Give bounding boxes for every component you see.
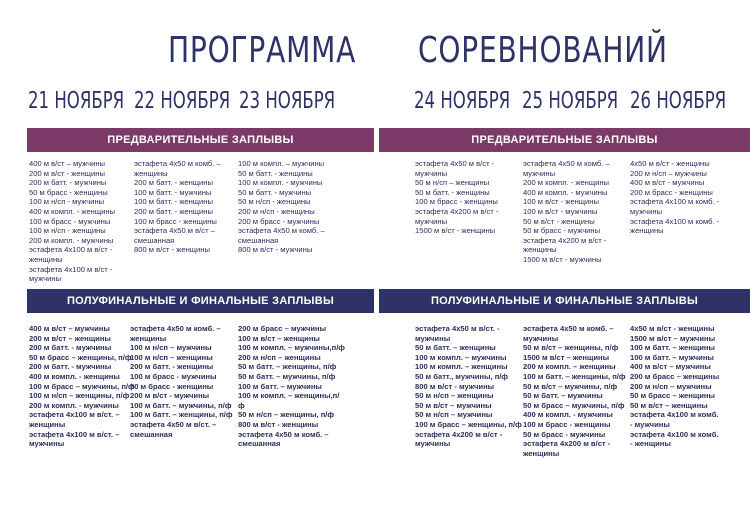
day-header-1: 21 НОЯБРЯ (28, 88, 125, 114)
event-item: эстафета 4х50 м в/ст - мужчины (415, 159, 495, 178)
event-item: 50 м в/ст – мужчины (415, 400, 492, 410)
event-item: 1500 м в/ст - женщины (415, 226, 496, 236)
event-item: 1500 м в/ст – мужчины (630, 333, 716, 343)
prelim-bar-left: ПРЕДВАРИТЕЛЬНЫЕ ЗАПЛЫВЫ (27, 128, 374, 152)
event-item: 100 м батт. - женщины (134, 197, 213, 207)
event-item: 4х50 м в/ст - женщины (630, 159, 710, 168)
event-item: 100 м батт. - мужчины (134, 187, 212, 197)
event-item: 100 м компл. – женщины,п/ф (238, 391, 340, 410)
event-item: 200 м батт. - мужчины (29, 362, 112, 372)
event-item: 200 м батт. - мужчины (29, 178, 107, 188)
event-item: эстафета 4х100 м комб. - мужчины (630, 410, 719, 429)
event-item: 50 м батт., мужчины, п/ф (415, 371, 509, 381)
day-header-5: 25 НОЯБРЯ (522, 88, 619, 114)
event-item: 100 м брасс - женщины (134, 216, 217, 226)
final-col-4 (415, 324, 523, 449)
event-item: эстафета 4х200 м в/ст - женщины (523, 235, 607, 255)
event-item: эстафета 4х50 м в/ст. – смешанная (130, 419, 217, 439)
title-left: ПРОГРАММА (168, 30, 357, 71)
event-item: 800 м в/ст - женщины (134, 245, 210, 255)
event-item: 200 м компл. – женщины (523, 362, 616, 372)
event-item: 100 м компл. – женщины (415, 362, 508, 372)
title-right: СОРЕВНОВАНИЙ (418, 30, 668, 71)
event-item: 400 м компл. - женщины (29, 206, 116, 216)
event-item: эстафета 4х100 м в/ст. – мужчины (29, 429, 120, 449)
event-item: 200 м брасс – мужчины (238, 324, 327, 333)
event-item: 400 м в/ст - мужчины (630, 178, 705, 188)
event-item: 200 м батт. - женщины (130, 362, 214, 372)
final-col-2 (130, 324, 238, 439)
event-item: 50 м н/сп – женщины (415, 178, 490, 188)
event-item: 50 м брасс - женщины (29, 187, 108, 197)
event-item: 200 м в/ст - женщины (29, 168, 105, 178)
final-col-6 (630, 324, 738, 449)
event-item: 50 м батт. – мужчины (523, 391, 603, 401)
prelim-col-4 (415, 159, 523, 236)
event-item: эстафета 4х100 м в/ст - мужчины (29, 264, 113, 284)
event-item: 50 м батт. – женщины, п/ф (238, 362, 337, 372)
event-item: 1500 м в/ст – женщины (523, 352, 610, 362)
event-item: 400 м компл. - женщины (29, 371, 120, 381)
event-item: 100 м брасс - мужчины (29, 216, 111, 226)
event-item: 200 м компл. - мужчины (29, 400, 119, 410)
event-item: 200 м н/сп – женщины (238, 352, 321, 362)
event-item: эстафета 4х100 м комб. - женщины (630, 216, 720, 236)
event-item: 50 м батт. - женщины (415, 187, 490, 197)
event-item: эстафета 4х100 м в/ст. – женщины (29, 410, 120, 429)
event-item: 100 м в/ст - женщины (523, 197, 599, 207)
event-item: 400 м компл. - мужчины (523, 410, 613, 420)
event-item: 100 м батт. – мужчины (238, 381, 322, 391)
event-item: 4х50 м в/ст - женщины (630, 324, 715, 333)
day-header-4: 24 НОЯБРЯ (414, 88, 511, 114)
event-item: 200 м в/ст – женщины (29, 333, 111, 343)
event-item: 400 м компл. - мужчины (523, 187, 608, 197)
prelim-col-5 (523, 159, 631, 265)
day-header-3: 23 НОЯБРЯ (239, 88, 336, 114)
event-item: 100 м батт. – мужчины (630, 352, 714, 362)
day-header-2: 22 НОЯБРЯ (134, 88, 231, 114)
event-item: 200 м компл. - женщины (523, 178, 610, 188)
event-item: 50 м н/сп - женщины (238, 197, 311, 207)
event-item: 100 м компл. – мужчины (238, 159, 325, 168)
event-item: 50 м н/сп – женщины (415, 391, 494, 401)
day-header-6: 26 НОЯБРЯ (630, 88, 727, 114)
event-item: 50 м батт. - мужчины (238, 187, 312, 197)
prelim-bar-right: ПРЕДВАРИТЕЛЬНЫЕ ЗАПЛЫВЫ (379, 128, 750, 152)
event-item: 50 м в/ст – мужчины, п/ф (523, 381, 618, 391)
event-item: эстафета 4х50 м комб. – смешанная (238, 429, 329, 449)
event-item: 400 м в/ст – мужчины (29, 159, 106, 168)
event-item: 100 м брасс - мужчины (130, 371, 217, 381)
prelim-col-1 (29, 159, 137, 284)
final-col-5 (523, 324, 631, 458)
event-item: 100 м н/сп - мужчины (29, 197, 105, 207)
event-item: эстафета 4х50 м комб. – женщины (130, 324, 221, 343)
event-item: 200 м компл. - мужчины (29, 235, 114, 245)
event-item: эстафета 4х100 м комб. - женщины (630, 429, 719, 449)
event-item: 1500 м в/ст - мужчины (523, 254, 602, 264)
event-item: эстафета 4х50 м комб. – мужчины (523, 159, 610, 178)
event-item: 100 м батт. – мужчины, п/ф (130, 400, 232, 410)
event-item: 200 м н/сп – мужчины (630, 168, 707, 178)
event-item: 100 м батт. – женщины, п/ф (130, 410, 233, 420)
final-col-3 (238, 324, 346, 449)
event-item: эстафета 4х100 м комб. - мужчины (630, 197, 720, 216)
event-item: 100 м в/ст - мужчины (523, 206, 598, 216)
event-item: 50 м н/сп – женщины, п/ф (238, 410, 335, 420)
event-item: эстафета 4х200 м в/ст - мужчины (415, 429, 503, 449)
event-item: 50 м н/сп – мужчины (415, 410, 493, 420)
prelim-col-6 (630, 159, 738, 236)
event-item: 200 м батт. - мужчины (29, 343, 112, 353)
prelim-col-2 (134, 159, 242, 255)
event-item: 100 м н/сп – женщины, п/ф (29, 391, 130, 401)
event-item: 50 м батт. – женщины (415, 343, 496, 353)
event-item: 50 м брасс - мужчины (523, 226, 601, 236)
event-item: эстафета 4х200 м в/ст - мужчины (415, 206, 499, 226)
event-item: 50 м брасс – женщины, п/ф (29, 352, 132, 362)
event-item: эстафета 4х50 м в/ст – смешанная (134, 226, 215, 245)
final-bar-right: ПОЛУФИНАЛЬНЫЕ И ФИНАЛЬНЫЕ ЗАПЛЫВЫ (379, 289, 750, 313)
event-item: 100 м брасс - женщины (523, 419, 611, 429)
event-item: 50 м в/ст – женщины, п/ф (523, 343, 619, 353)
event-item: 800 м в/ст - мужчины (238, 245, 313, 255)
event-item: 100 м в/ст – женщины (238, 333, 320, 343)
event-item: 200 м в/ст - мужчины (130, 391, 210, 401)
event-item: эстафета 4х50 м комб. – мужчины (523, 324, 614, 343)
event-item: 50 м в/ст – женщины (630, 400, 708, 410)
event-item: 800 м в/ст - женщины (238, 419, 319, 429)
event-item: 100 м компл. – мужчины (415, 352, 507, 362)
event-item: 200 м н/сп – мужчины (630, 381, 712, 391)
event-item: 100 м батт. – женщины, п/ф (523, 371, 626, 381)
event-item: 800 м в/ст - мужчины (415, 381, 495, 391)
event-item: эстафета 4х50 м в/ст. - мужчины (415, 324, 500, 343)
event-item: 200 м брасс – женщины (630, 371, 720, 381)
event-item: 200 м брасс - мужчины (238, 216, 320, 226)
event-item: 400 м в/ст – мужчины (630, 362, 711, 372)
event-item: эстафета 4х100 м в/ст - женщины (29, 245, 113, 264)
event-item: 100 м н/сп – женщины (130, 352, 213, 362)
final-col-1 (29, 324, 137, 449)
event-item: 100 м брасс - женщины (415, 197, 498, 207)
event-item: 400 м в/ст – мужчины (29, 324, 110, 333)
event-item: 200 м н/сп - женщины (238, 206, 315, 216)
event-item: эстафета 4х200 м в/ст - женщины (523, 439, 611, 458)
event-item: 100 м брасс – мужчины, п/ф (29, 381, 135, 391)
event-item: 100 м батт. – женщины (630, 343, 715, 353)
event-item: 100 м брасс – женщины, п/ф (415, 419, 522, 429)
event-item: 100 м компл. - мужчины (238, 178, 323, 188)
event-item: 50 м брасс - женщины (130, 381, 214, 391)
event-item: 100 м компл. – мужчины,п/ф (238, 343, 345, 353)
event-item: 50 м в/ст - женщины (523, 216, 595, 226)
event-item: 50 м батт. – мужчины, п/ф (238, 371, 336, 381)
event-item: эстафета 4х50 м комб. – смешанная (238, 226, 325, 245)
event-item: 200 м брасс - женщины (630, 187, 713, 197)
event-item: 50 м брасс – мужчины, п/ф (523, 400, 625, 410)
event-item: 100 м н/сп - женщины (29, 226, 106, 236)
event-item: 50 м брасс - мужчины (523, 429, 606, 439)
event-item: 200 м батт. - женщины (134, 206, 213, 216)
event-item: 50 м батт. - женщины (238, 168, 313, 178)
event-item: эстафета 4х50 м комб. – женщины (134, 159, 221, 178)
event-item: 50 м брасс – женщины (630, 391, 715, 401)
prelim-col-3 (238, 159, 346, 255)
final-bar-left: ПОЛУФИНАЛЬНЫЕ И ФИНАЛЬНЫЕ ЗАПЛЫВЫ (27, 289, 374, 313)
event-item: 200 м батт. - женщины (134, 178, 213, 188)
event-item: 100 м н/сп – мужчины (130, 343, 212, 353)
